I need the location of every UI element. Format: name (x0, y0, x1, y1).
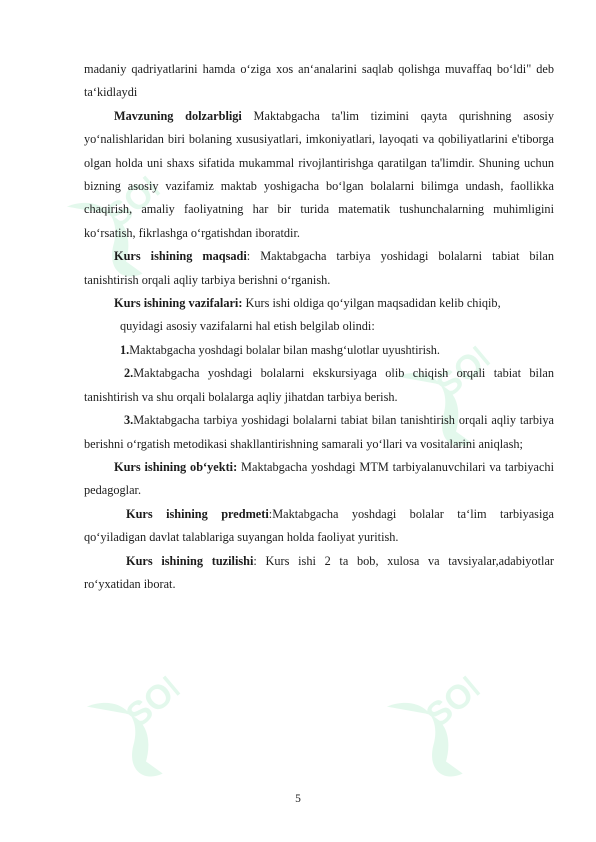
heading-goal: Kurs ishining maqsadi (114, 249, 247, 264)
paragraph-tasks-intro: quyidagi asosiy vazifalarni hal etish belgilab olindi: (120, 319, 375, 334)
page-number: 5 (295, 793, 301, 805)
heading-tasks: Kurs ishining vazifalari: (114, 296, 243, 311)
paragraph-structure: Kurs ishining tuzilishi: Kurs ishi 2 ta bob, xulosa va tavsiyalar,adabiyotlar ro‘yxatidan iborat. (84, 553, 554, 591)
watermark-text: SOFF (118, 647, 213, 735)
watermark-logo-icon (351, 640, 519, 810)
paragraph-subject: Kurs ishining predmeti:Maktabgacha yoshdagi bolalar ta‘lim tarbiyasiga qo‘yiladigan davlat talablariga suyangan holda faoliyat yuritish. (84, 506, 554, 545)
watermark-text: SOFF (418, 647, 513, 735)
paragraph-object: Kurs ishining ob‘yekti: Maktabgacha yoshdagi MTM tarbiyalanuvchilari va tarbiyachi pedagoglar. (84, 459, 554, 498)
body-text (84, 58, 554, 596)
heading-relevance: Mavzuning dolzarbligi (114, 108, 242, 123)
list-item-task-3: 3.Maktabgacha tarbiya yoshidagi bolalarni tabiat bilan tanishtirish orqali aqliy tarbiya berishni o‘rgatish metodikasi shakllantirishning samarali yo‘llari va vositalarini aniqlash; (84, 413, 554, 451)
heading-structure: Kurs ishining tuzilishi (126, 553, 254, 568)
paragraph-tasks: Kurs ishining vazifalari: Kurs ishi oldiga qo‘yilgan maqsadidan kelib chiqib, (114, 296, 501, 311)
watermark-text: SOFF (428, 317, 523, 405)
paragraph-relevance: Mavzuning dolzarbligi Maktabgacha ta'lim tizimini qayta qurishning asosiy yo‘nalishlaridan biri bolaning xususiyatlari, imkoniyatlari, layoqati va qobiliyatlarini e'tiborga olgan holda uni shaxs sifatida mukammal rivojlantirishga qaratilgan ta'limdir. Shuning uchun bizning asosiy vazifamiz maktab yoshigacha bo‘lgan bolalarni bilimga undash, faollikka chaqirish, amaliy faoliyatning har bir turida matematik tushunchalarning muhimligini ko‘rsatish, fikrlashga o‘rgatishdan iboratdir. (84, 108, 554, 240)
heading-object: Kurs ishining ob‘yekti: (114, 459, 238, 474)
list-item-task-2: 2.Maktabgacha yoshdagi bolalarni ekskursiyaga olib chiqish orqali tabiat bilan tanishtirish va shu orqali bolalarga aqliy jihatdan tarbiya berish. (84, 366, 554, 404)
watermark-text: SOFF (98, 147, 193, 235)
watermark-logo-icon (51, 640, 219, 810)
paragraph-goal: Kurs ishining maqsadi: Maktabgacha tarbiya yoshidagi bolalarni tabiat bilan tanishtirish orqali aqliy tarbiya berishni o‘rganish. (84, 249, 554, 287)
heading-subject: Kurs ishining predmeti (126, 506, 269, 521)
list-item-task-1: 1.Maktabgacha yoshdagi bolalar bilan mashg‘ulotlar uyushtirish. (120, 342, 441, 357)
paragraph-intro-continuation: madaniy qadriyatlarini hamda o‘ziga xos an‘analarini saqlab qolishga muvaffaq bo‘ldi" deb ta‘kidlaydi (84, 62, 554, 100)
